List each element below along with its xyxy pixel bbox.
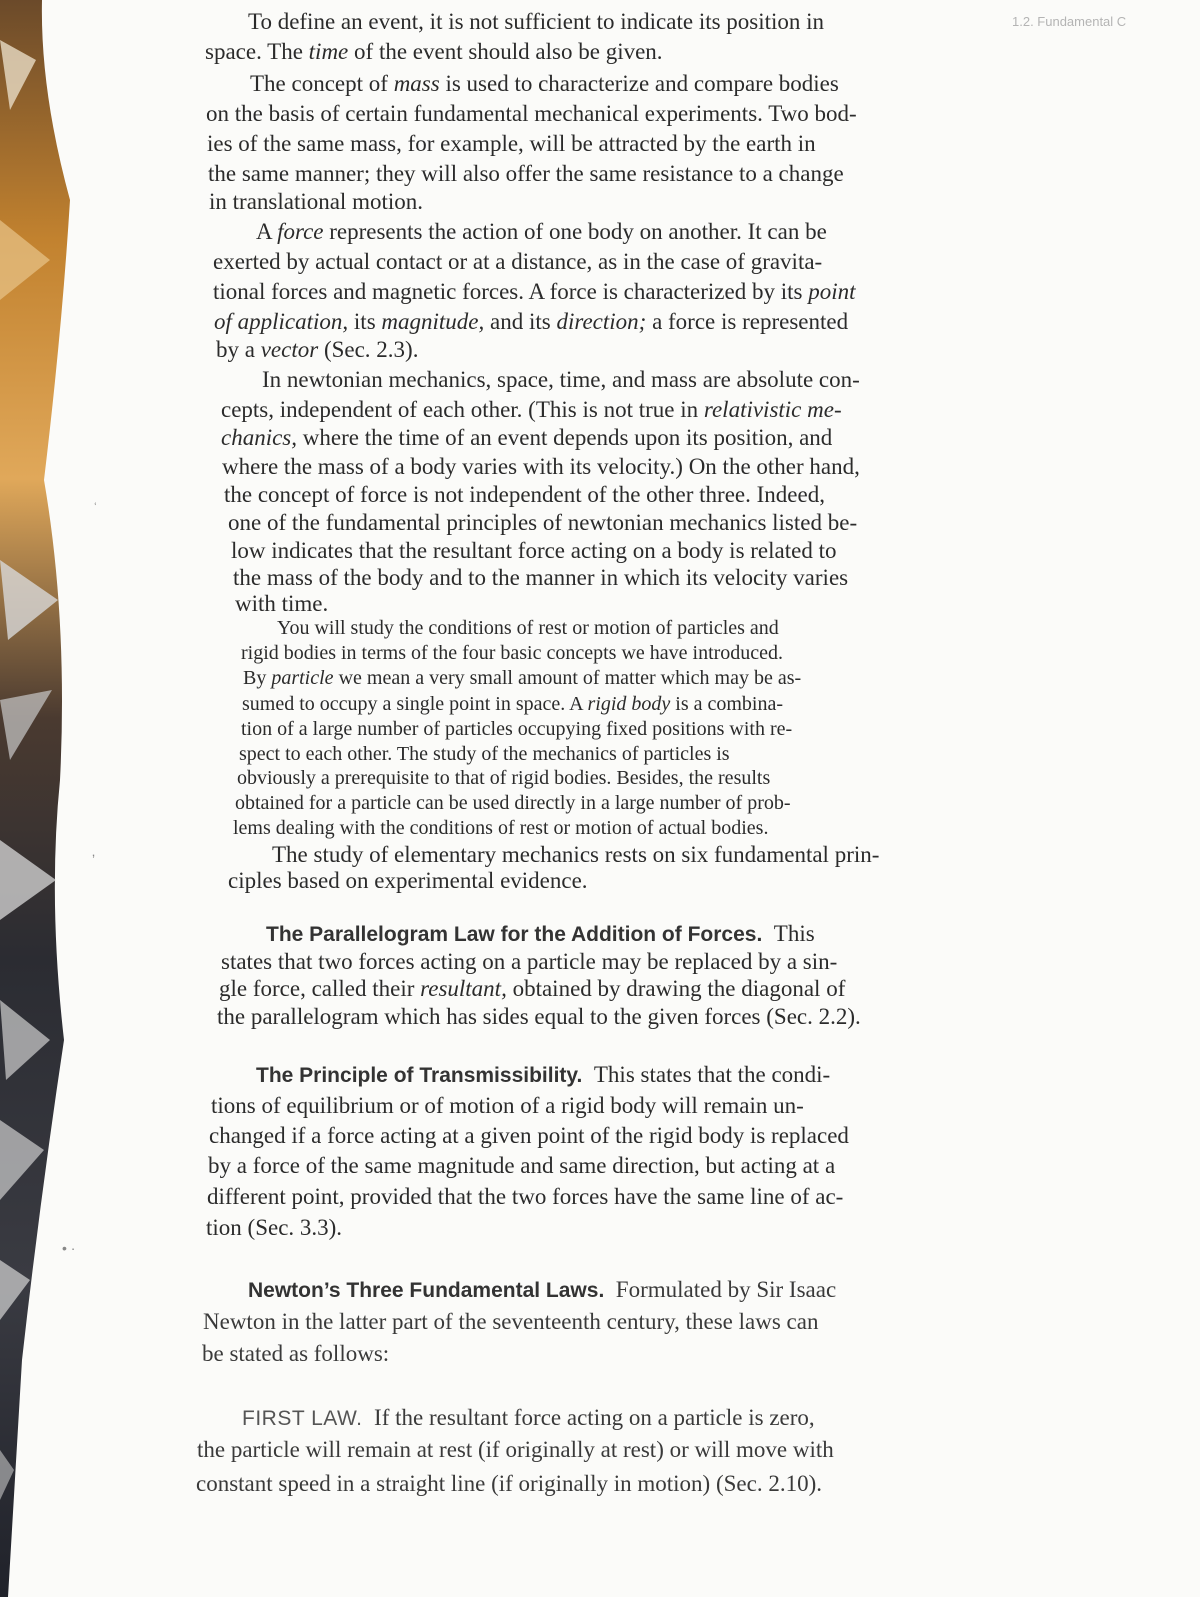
text-line: ies of the same mass, for example, will be attracted by the earth in [207, 131, 816, 156]
text-line: To define an event, it is not sufficient to indicate its position in [248, 9, 825, 34]
text-line: tional forces and magnetic forces. A force is characterized by its point [213, 279, 856, 304]
text-line: in translational motion. [209, 189, 423, 214]
text-line: where the mass of a body varies with its velocity.) On the other hand, [222, 454, 860, 479]
text-line: constant speed in a straight line (if originally in motion) (Sec. 2.10). [196, 1471, 822, 1496]
law-heading: FIRST LAW. [242, 1407, 363, 1430]
text-line: spect to each other. The study of the mechanics of particles is [239, 743, 730, 765]
text-line: the same manner; they will also offer the same resistance to a change [208, 161, 844, 186]
text-line: ciples based on experimental evidence. [228, 868, 588, 893]
text-line: different point, provided that the two forces have the same line of ac- [207, 1184, 844, 1209]
section-heading: The Parallelogram Law for the Addition of Forces. [266, 923, 763, 946]
text-line: gle force, called their resultant, obtained by drawing the diagonal of [219, 976, 846, 1001]
text-line: with time. [235, 591, 329, 616]
text-line: the concept of force is not independent of the other three. Indeed, [224, 482, 825, 507]
stray-mark: ʼ [92, 852, 96, 868]
text-line: of application, its magnitude, and its direction; a force is represented [214, 309, 849, 334]
text-line: obtained for a particle can be used directly in a large number of prob- [235, 792, 791, 814]
binding-photo-strip [0, 0, 80, 1597]
text-line: the mass of the body and to the manner in which its velocity varies [233, 565, 849, 590]
stray-mark: ʿ [93, 500, 98, 516]
section-heading-line: The Principle of Transmissibility. This states that the condi- [256, 1062, 831, 1087]
text-line: by a vector (Sec. 2.3). [216, 337, 419, 362]
book-binding-edge [0, 0, 80, 1597]
text-line: sumed to occupy a single point in space. A rigid body is a combina- [242, 693, 784, 715]
text-line: the parallelogram which has sides equal to the given forces (Sec. 2.2). [217, 1004, 861, 1029]
section-heading-line: The Parallelogram Law for the Addition of Forces. This [266, 921, 815, 946]
text-line: changed if a force acting at a given point of the rigid body is replaced [209, 1123, 849, 1148]
text-line: In newtonian mechanics, space, time, and mass are absolute con- [262, 367, 860, 392]
section-heading-line: Newton’s Three Fundamental Laws. Formulated by Sir Isaac [248, 1277, 837, 1302]
text-line: Newton in the latter part of the seventeenth century, these laws can [203, 1309, 819, 1334]
text-line: A force represents the action of one body on another. It can be [256, 219, 827, 244]
text-line: be stated as follows: [202, 1341, 390, 1366]
text-line: chanics, where the time of an event depends upon its position, and [221, 425, 833, 450]
text-line: The concept of mass is used to characterize and compare bodies [250, 71, 839, 96]
text-line: exerted by actual contact or at a distance, as in the case of gravita- [213, 249, 823, 274]
text-line: obviously a prerequisite to that of rigid bodies. Besides, the results [237, 767, 771, 789]
text-line: tion (Sec. 3.3). [206, 1215, 343, 1240]
section-heading: The Principle of Transmissibility. [256, 1064, 583, 1087]
running-head: 1.2. Fundamental C [1012, 14, 1127, 29]
text-line: cepts, independent of each other. (This is not true in relativistic me- [221, 397, 842, 422]
text-line: tion of a large number of particles occupying fixed positions with re- [241, 718, 793, 740]
text-line: The study of elementary mechanics rests on six fundamental prin- [272, 842, 880, 867]
text-line: space. The time of the event should also be given. [205, 39, 663, 64]
text-line: lems dealing with the conditions of rest or motion of actual bodies. [233, 817, 769, 839]
text-line: by a force of the same magnitude and same direction, but acting at a [208, 1153, 836, 1178]
text-line: tions of equilibrium or of motion of a rigid body will remain un- [211, 1093, 804, 1118]
text-line: the particle will remain at rest (if originally at rest) or will move with [197, 1437, 834, 1462]
text-line: low indicates that the resultant force acting on a body is related to [231, 538, 837, 563]
text-line: You will study the conditions of rest or motion of particles and [277, 617, 779, 639]
section-heading: Newton’s Three Fundamental Laws. [248, 1279, 605, 1302]
stray-mark: • · [62, 1240, 76, 1256]
text-line: rigid bodies in terms of the four basic concepts we have introduced. [241, 642, 784, 664]
text-line: on the basis of certain fundamental mechanical experiments. Two bod- [206, 101, 857, 126]
text-line: one of the fundamental principles of newtonian mechanics listed be- [228, 510, 858, 535]
text-line: By particle we mean a very small amount of matter which may be as- [243, 667, 802, 689]
text-line: states that two forces acting on a particle may be replaced by a sin- [221, 949, 838, 974]
law-line: FIRST LAW. If the resultant force acting on a particle is zero, [242, 1405, 815, 1430]
